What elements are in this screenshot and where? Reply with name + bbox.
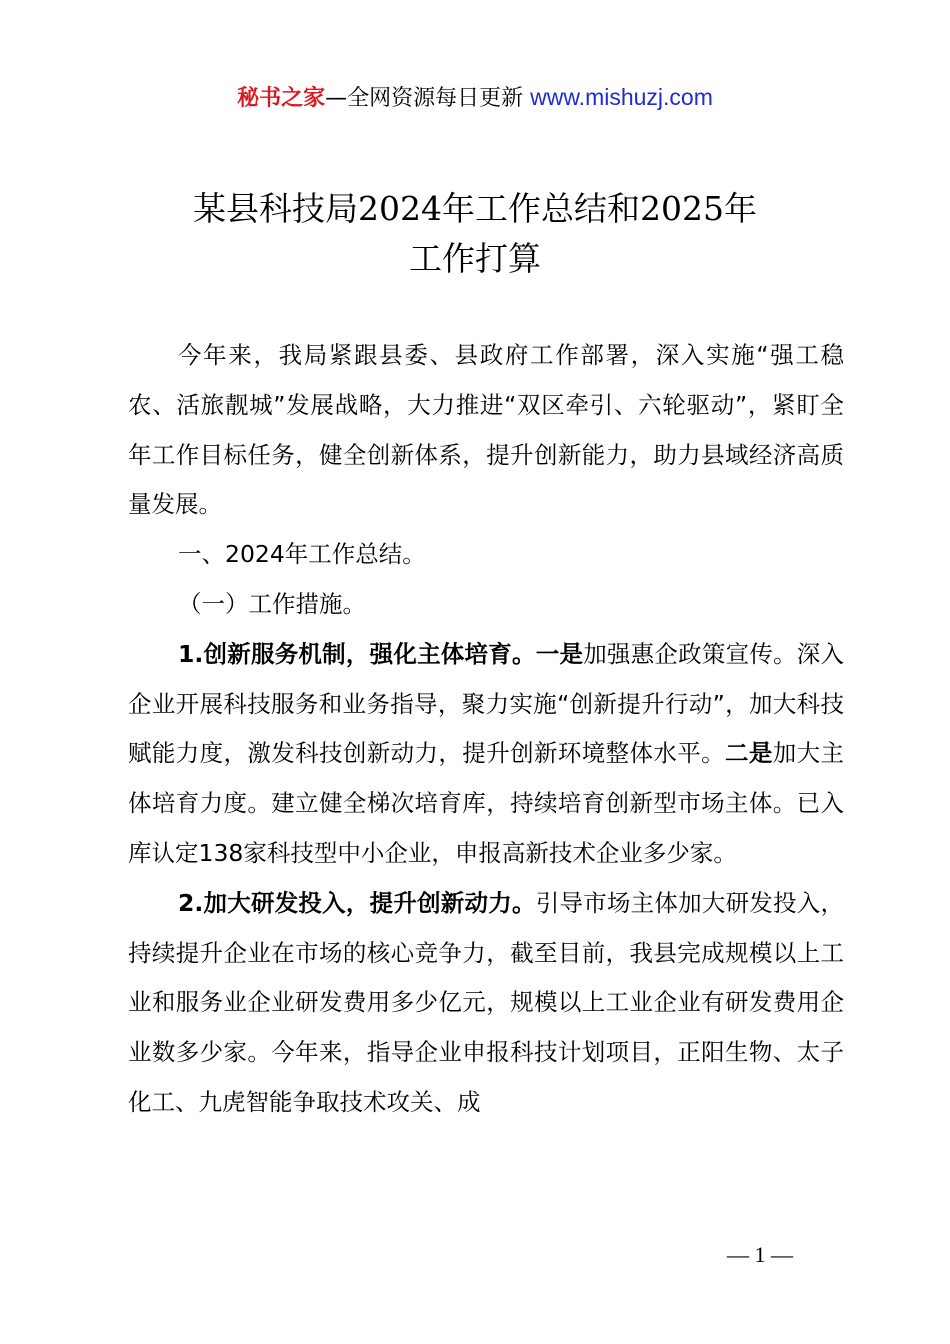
- item-1-text-2: 加大主体培育力度。建立健全梯次培育库，持续培育创新型市场主体。已入库认定138家科技型中小企业，申报高新技术企业多少家。: [128, 739, 845, 867]
- header-slogan: —全网资源每日更新: [325, 86, 524, 111]
- document-body: [128, 331, 844, 1128]
- site-url-link[interactable]: www.mishuzj.com: [530, 84, 713, 110]
- document-title: [60, 184, 890, 284]
- item-1-lead-1: 一是: [535, 639, 584, 668]
- item-2-text: 引导市场主体加大研发投入，持续提升企业在市场的核心竞争力，截至目前，我县完成规模以上工业和服务业企业研发费用多少亿元，规模以上工业企业有研发费用企业数多少家。今年来，指导企业申报科技计划项目，正阳生物、太子化工、九虎智能争取技术攻关、成: [128, 888, 844, 1116]
- title-line-1: 某县科技局2024年工作总结和2025年: [193, 189, 757, 228]
- item-2-paragraph: [128, 879, 844, 1128]
- item-1-text-1: 加强惠企政策宣传。深入企业开展科技服务和业务指导，聚力实施“创新提升行动”，加大科技赋能力度，激发科技创新动力，提升创新环境整体水平。: [128, 639, 845, 768]
- item-2-title: 2.加大研发投入，提升创新动力。: [178, 888, 536, 917]
- page-number: — 1 —: [727, 1242, 793, 1267]
- brand-name: 秘书之家: [237, 86, 326, 111]
- item-1-paragraph: [128, 630, 844, 879]
- intro-paragraph: 今年来，我局紧跟县委、县政府工作部署，深入实施“强工稳农、活旅靓城”发展战略，大力推进“双区牵引、六轮驱动”，紧盯全年工作目标任务，健全创新体系，提升创新能力，助力县域经济高质量发展。: [128, 341, 844, 519]
- item-1-title: 1.创新服务机制，强化主体培育。: [178, 639, 536, 668]
- subsection-heading: （一）工作措施。: [178, 589, 366, 618]
- title-line-2: 工作打算: [409, 239, 541, 278]
- item-1-lead-2: 二是: [724, 739, 773, 768]
- site-header: [0, 82, 950, 114]
- section-heading: 一、2024年工作总结。: [178, 540, 426, 569]
